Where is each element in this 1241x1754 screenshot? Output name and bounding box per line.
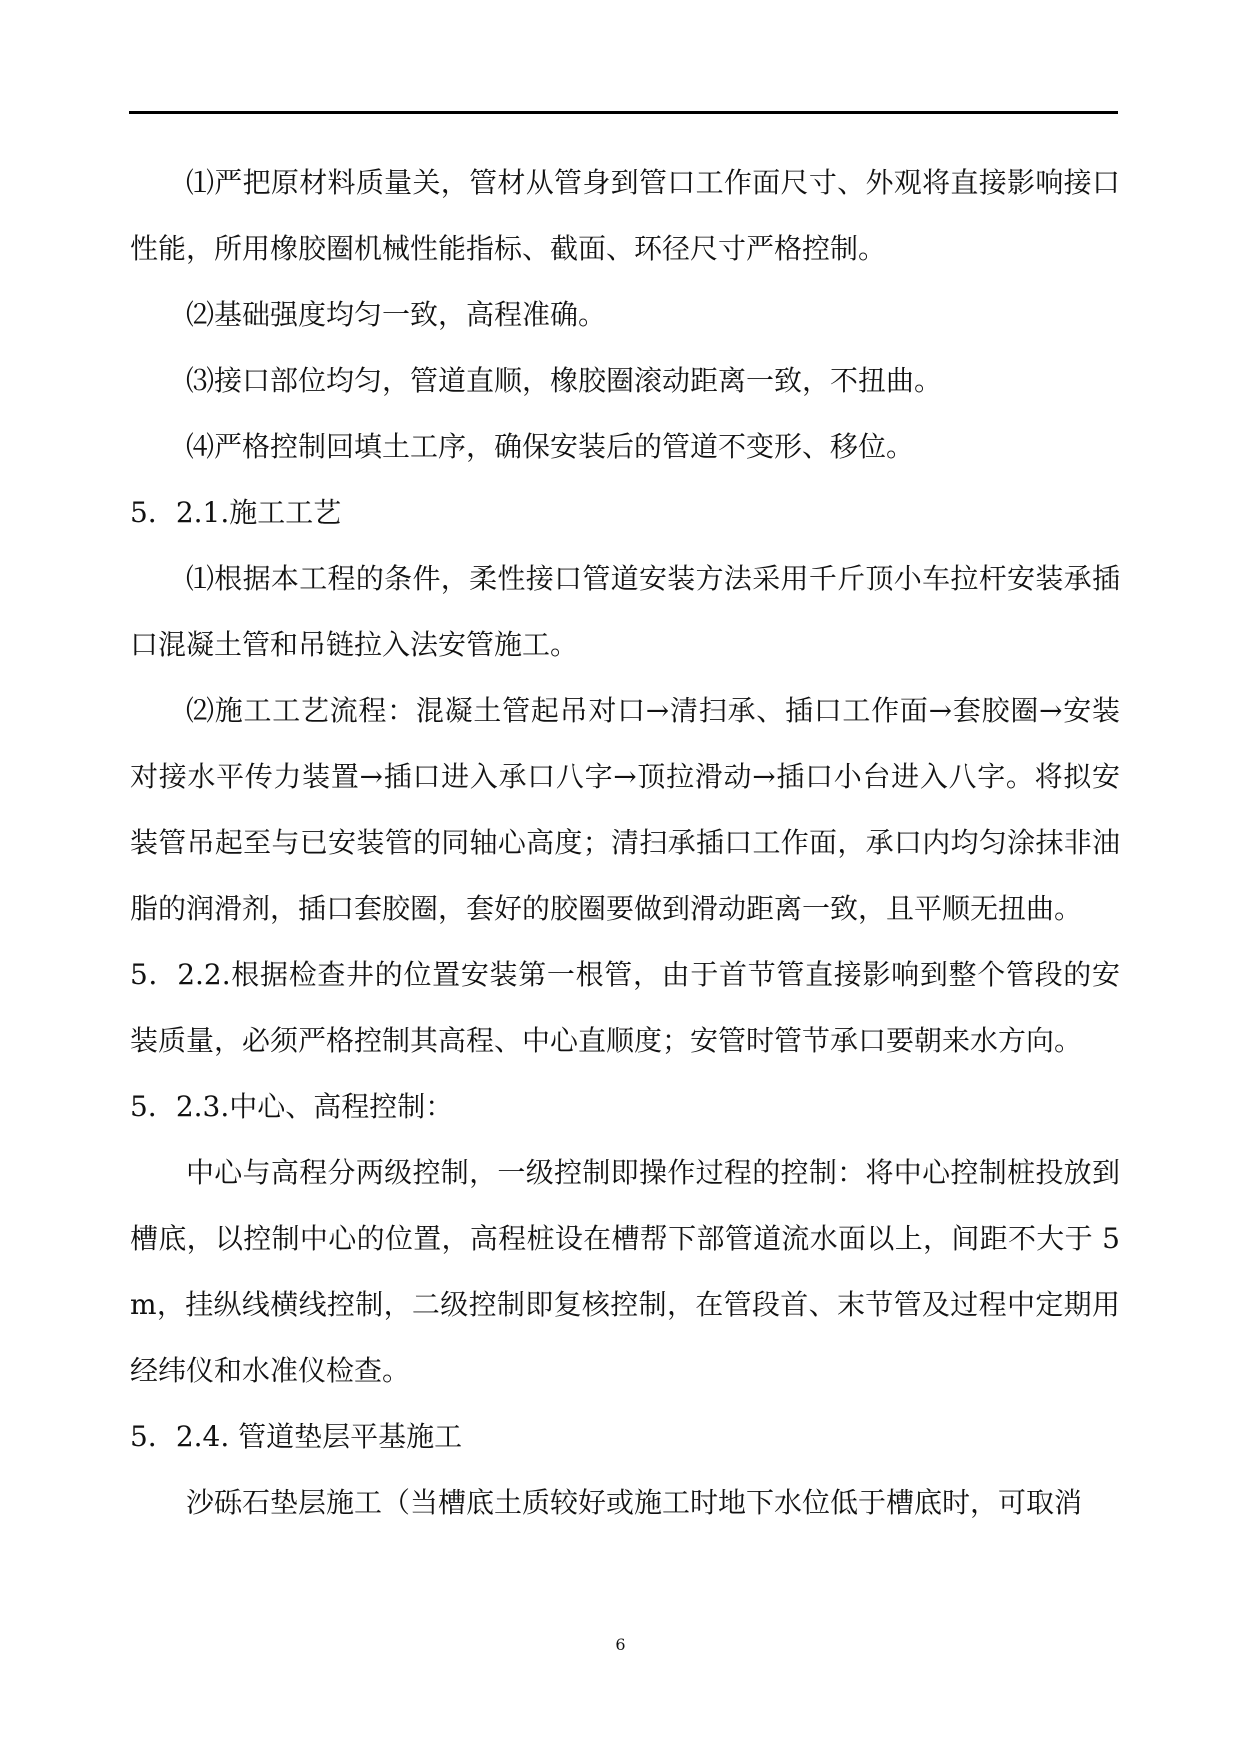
section-heading-pipe-cushion: 5．2.4. 管道垫层平基施工	[130, 1420, 463, 1453]
paragraph-gravel-cushion: 沙砾石垫层施工（当槽底土质较好或施工时地下水位低于槽底时，可取消	[186, 1486, 1083, 1519]
header-rule	[129, 111, 1118, 114]
section-first-pipe-installation: 5．2.2.根据检查井的位置安装第一根管，由于首节管直接影响到整个管段的安装质量，必须严格控制其高程、中心直顺度；安管时管节承口要朝来水方向。	[130, 958, 1120, 1057]
paragraph-process-flow: ⑵施工工艺流程：混凝土管起吊对口→清扫承、插口工作面→套胶圈→安装对接水平传力装置→插口进入承口八字→顶拉滑动→插口小台进入八字。将拟安装管吊起至与已安装管的同轴心高度；清扫承插口工作面，承口内均匀涂抹非油脂的润滑剂，插口套胶圈，套好的胶圈要做到滑动距离一致，且平顺无扭曲。	[130, 694, 1120, 925]
paragraph-backfill-control: ⑷严格控制回填土工序，确保安装后的管道不变形、移位。	[186, 430, 915, 463]
paragraph-joint-position: ⑶接口部位均匀，管道直顺，橡胶圈滚动距离一致，不扭曲。	[186, 364, 943, 397]
section-heading-center-elevation-control: 5．2.3.中心、高程控制：	[130, 1090, 454, 1123]
paragraph-installation-method: ⑴根据本工程的条件，柔性接口管道安装方法采用千斤顶小车拉杆安装承插口混凝土管和吊链拉入法安管施工。	[130, 562, 1120, 661]
page-number: 6	[615, 1635, 626, 1654]
section-heading-construction-process: 5．2.1.施工工艺	[130, 496, 342, 529]
document-body	[130, 150, 1120, 1536]
paragraph-material-quality: ⑴严把原材料质量关，管材从管身到管口工作面尺寸、外观将直接影响接口性能，所用橡胶圈机械性能指标、截面、环径尺寸严格控制。	[130, 166, 1120, 265]
paragraph-foundation-strength: ⑵基础强度均匀一致，高程准确。	[186, 298, 607, 331]
paragraph-two-level-control: 中心与高程分两级控制，一级控制即操作过程的控制：将中心控制桩投放到槽底，以控制中心的位置，高程桩设在槽帮下部管道流水面以上，间距不大于 5m，挂纵线横线控制，二级控制即复核控制，在管段首、末节管及过程中定期用经纬仪和水准仪检查。	[130, 1156, 1120, 1387]
